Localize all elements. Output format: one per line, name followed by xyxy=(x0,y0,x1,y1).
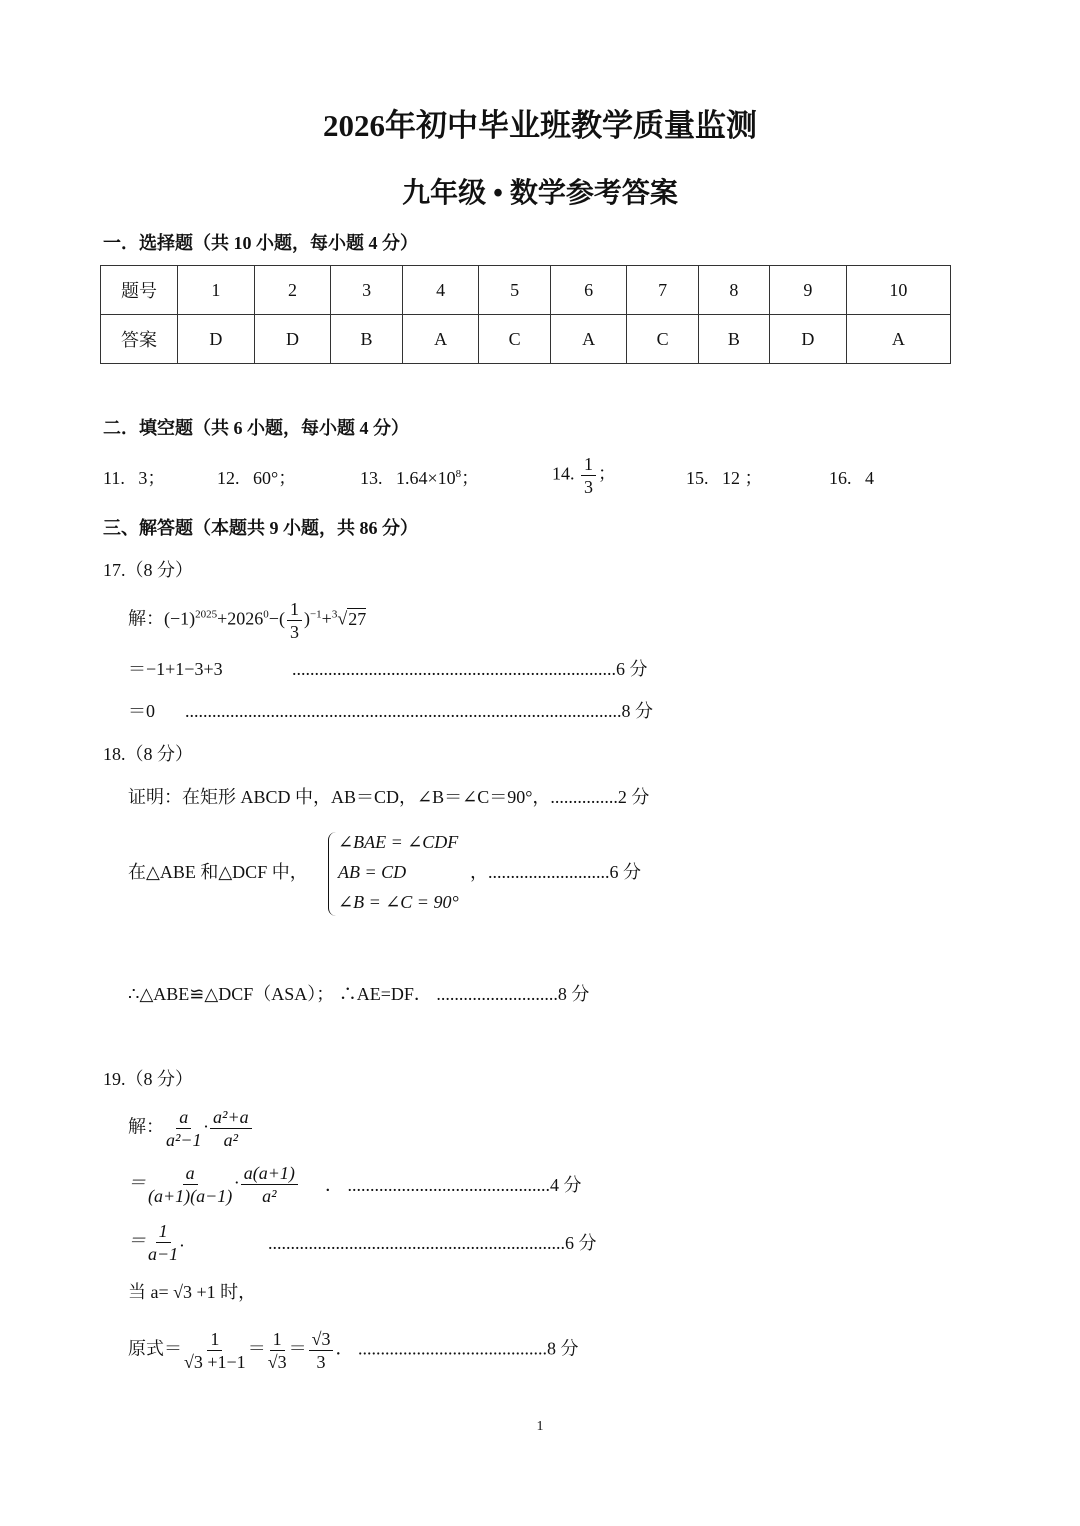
table-row xyxy=(101,315,951,364)
answer-cell: D xyxy=(770,315,847,364)
answer-cell: C xyxy=(627,315,698,364)
question-number-cell: 8 xyxy=(698,266,769,315)
answer-cell: A xyxy=(402,315,479,364)
q17-expression: 解：$(-1)^{2025}+2026^0-$( $\frac{1}{3}$ )$^{-1}$+$^3$√27 xyxy=(128,599,367,642)
question-number-cell: 9 xyxy=(770,266,847,315)
section1-heading: 一．选择题（共 10 小题，每小题 4 分） xyxy=(103,233,418,253)
question-number-cell: 6 xyxy=(550,266,627,315)
section3-heading: 三、解答题（本题共 9 小题，共 86 分） xyxy=(103,518,418,538)
q17-label: 17.（8 分） xyxy=(103,560,193,580)
answer-cell: A xyxy=(550,315,627,364)
condition: ∠B = ∠C = 90° xyxy=(338,892,459,912)
answer-cell: B xyxy=(331,315,402,364)
q18-step: ∴△ABE≌△DCF（ASA）； ∴AE=DF． ...........................8 分 xyxy=(128,984,590,1004)
question-number-cell: 1 xyxy=(178,266,255,315)
question-number-cell: 7 xyxy=(627,266,698,315)
fill-item: 15. 12 ； xyxy=(686,468,763,488)
fill-item: 12. 60°； xyxy=(217,468,297,488)
fill-item: 13. $1.64\times 10^8$； xyxy=(360,468,480,488)
question-number-cell: 10 xyxy=(846,266,950,315)
q18-step: 在△ABE 和△DCF 中， xyxy=(128,862,308,882)
question-number-cell: 5 xyxy=(479,266,550,315)
page-subtitle: 九年级 • 数学参考答案 xyxy=(402,178,678,209)
q18-label: 18.（8 分） xyxy=(103,744,193,764)
q17-step: ＝0 xyxy=(128,701,155,721)
condition: ∠BAE = ∠CDF xyxy=(338,832,459,852)
fill-item: 11. 3； xyxy=(103,468,166,488)
q19-step: ＝ $\frac{1}{a-1}$ . xyxy=(128,1221,185,1264)
answer-cell: A xyxy=(846,315,950,364)
table-row xyxy=(101,266,951,315)
answer-table xyxy=(100,265,951,364)
question-number-cell: 2 xyxy=(254,266,331,315)
answer-cell: B xyxy=(698,315,769,364)
q19-expression: 解： $\frac{a}{\text{a²−1}}$ · $\frac{\text{a²+a}}{\text{a²}}$ xyxy=(128,1108,254,1149)
row-label: 答案 xyxy=(101,315,178,364)
q19-label: 19.（8 分） xyxy=(103,1069,193,1089)
fill-item: 16. 4 xyxy=(829,468,874,488)
fill-item: 14. $\frac{1}{3}$ ； xyxy=(552,454,616,497)
question-number-cell: 3 xyxy=(331,266,402,315)
page-number: 1 xyxy=(536,1419,544,1434)
page-title: 2026年初中毕业班教学质量监测 xyxy=(323,108,757,143)
q19-step: 当 a= √3 +1 时， xyxy=(128,1282,257,1302)
q18-step: 证明：在矩形 ABCD 中，AB＝CD，∠B＝∠C＝90°，...............2 分 xyxy=(128,787,650,807)
q19-step: 原式＝ $\frac{1}{√3 +1-1}$ ＝ $\frac{1}{√3}$ ＝ $\frac{√3}{3}$ ． ..........................................8 分 xyxy=(128,1329,579,1372)
score-dots: ，...........................6 分 xyxy=(470,862,641,882)
answer-cell: C xyxy=(479,315,550,364)
answer-cell: D xyxy=(254,315,331,364)
question-number-cell: 4 xyxy=(402,266,479,315)
brace xyxy=(328,832,337,916)
condition: AB = CD xyxy=(338,862,407,882)
q17-step: ＝−1+1−3+3 xyxy=(128,659,223,679)
score-dots: ........................................................................6 分 xyxy=(292,659,648,679)
answer-cell: D xyxy=(178,315,255,364)
row-label: 题号 xyxy=(101,266,178,315)
score-dots: ． .............................................4 分 xyxy=(325,1175,582,1195)
q19-step: ＝ $\frac{a}{(a+1)(a-1)}$ · $\frac{a(a+1)}{\text{a²}}$ xyxy=(128,1164,300,1205)
section2-heading: 二．填空题（共 6 小题，每小题 4 分） xyxy=(103,418,409,438)
score-dots: ..................................................................6 分 xyxy=(268,1233,597,1253)
score-dots: .................................................................................................8 分 xyxy=(185,701,653,721)
